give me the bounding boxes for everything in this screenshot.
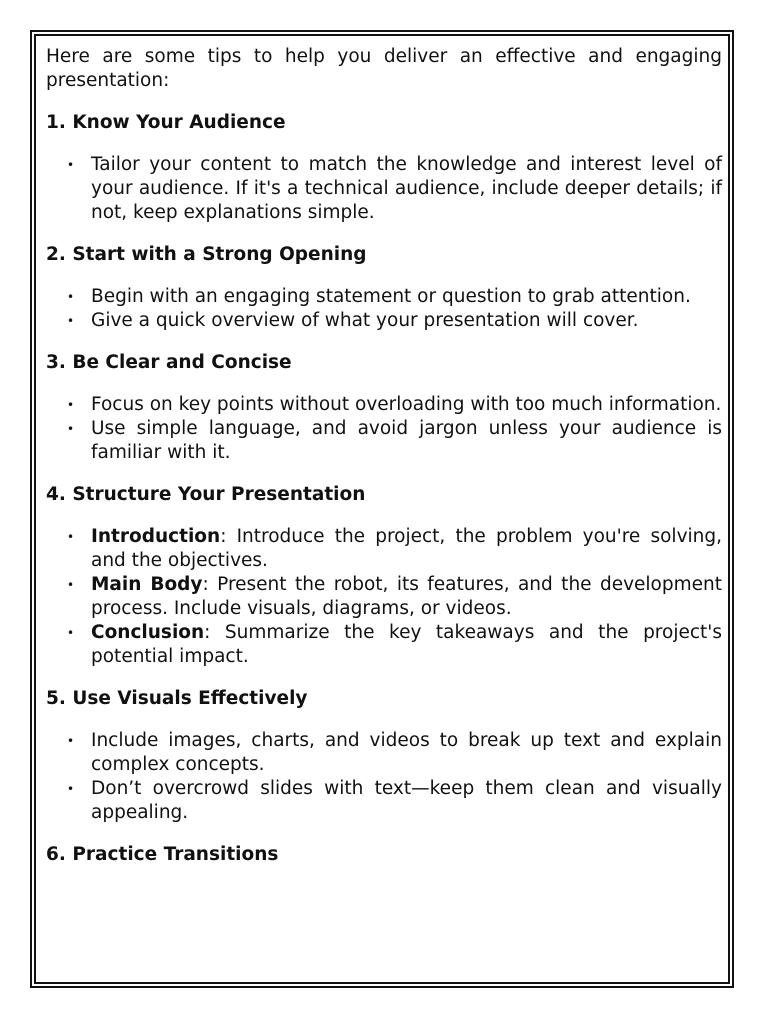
section-heading: 5. Use Visuals Effectively (46, 688, 308, 709)
section-heading: 4. Structure Your Presentation (46, 484, 366, 505)
bullet-list (46, 393, 722, 465)
intro-paragraph: Here are some tips to help you deliver an effective and engaging presentation: (46, 46, 722, 91)
bullet-text: : Summarize the key takeaways and the project's potential impact. (91, 622, 722, 667)
document-body (46, 45, 722, 867)
bullet-text: Don’t overcrowd slides with text—keep them clean and visually appealing. (91, 778, 722, 823)
bullet-text: : Introduce the project, the problem you're solving, and the objectives. (91, 526, 722, 571)
section-heading: 1. Know Your Audience (46, 112, 286, 133)
bullet-item (46, 417, 722, 465)
sections-container (46, 111, 722, 867)
bullet-list (46, 525, 722, 669)
bullet-item (46, 729, 722, 777)
bullet-list (46, 285, 722, 333)
bullet-text: Give a quick overview of what your presentation will cover. (91, 310, 639, 331)
bullet-item (46, 309, 722, 333)
bullet-text: Include images, charts, and videos to break up text and explain complex concepts. (91, 730, 722, 775)
bullet-list (46, 153, 722, 225)
bullet-dot-icon: • (67, 314, 75, 328)
bullet-text: Begin with an engaging statement or question to grab attention. (91, 286, 691, 307)
bullet-dot-icon: • (67, 578, 75, 592)
bullet-lead: Introduction (91, 526, 221, 547)
bullet-dot-icon: • (67, 734, 75, 748)
bullet-dot-icon: • (67, 782, 75, 796)
bullet-dot-icon: • (67, 422, 75, 436)
bullet-item (46, 777, 722, 825)
bullet-lead: Conclusion (91, 622, 205, 643)
bullet-item (46, 153, 722, 225)
bullet-dot-icon: • (67, 398, 75, 412)
bullet-dot-icon: • (67, 158, 75, 172)
bullet-item (46, 621, 722, 669)
section-heading: 2. Start with a Strong Opening (46, 244, 367, 265)
bullet-lead: Main Body (91, 574, 203, 595)
bullet-item (46, 525, 722, 573)
section-heading: 6. Practice Transitions (46, 844, 279, 865)
bullet-item (46, 285, 722, 309)
bullet-item (46, 573, 722, 621)
bullet-dot-icon: • (67, 626, 75, 640)
bullet-dot-icon: • (67, 530, 75, 544)
section-heading: 3. Be Clear and Concise (46, 352, 292, 373)
bullet-list (46, 729, 722, 825)
bullet-dot-icon: • (67, 290, 75, 304)
bullet-text: Tailor your content to match the knowledge and interest level of your audience. If it's a technical audience, include deeper details; if not, keep explanations simple. (91, 154, 722, 223)
bullet-text: Focus on key points without overloading with too much information. (91, 394, 722, 415)
bullet-item (46, 393, 722, 417)
bullet-text: : Present the robot, its features, and the development process. Include visuals, diagrams, or videos. (91, 574, 722, 619)
bullet-text: Use simple language, and avoid jargon unless your audience is familiar with it. (91, 418, 722, 463)
